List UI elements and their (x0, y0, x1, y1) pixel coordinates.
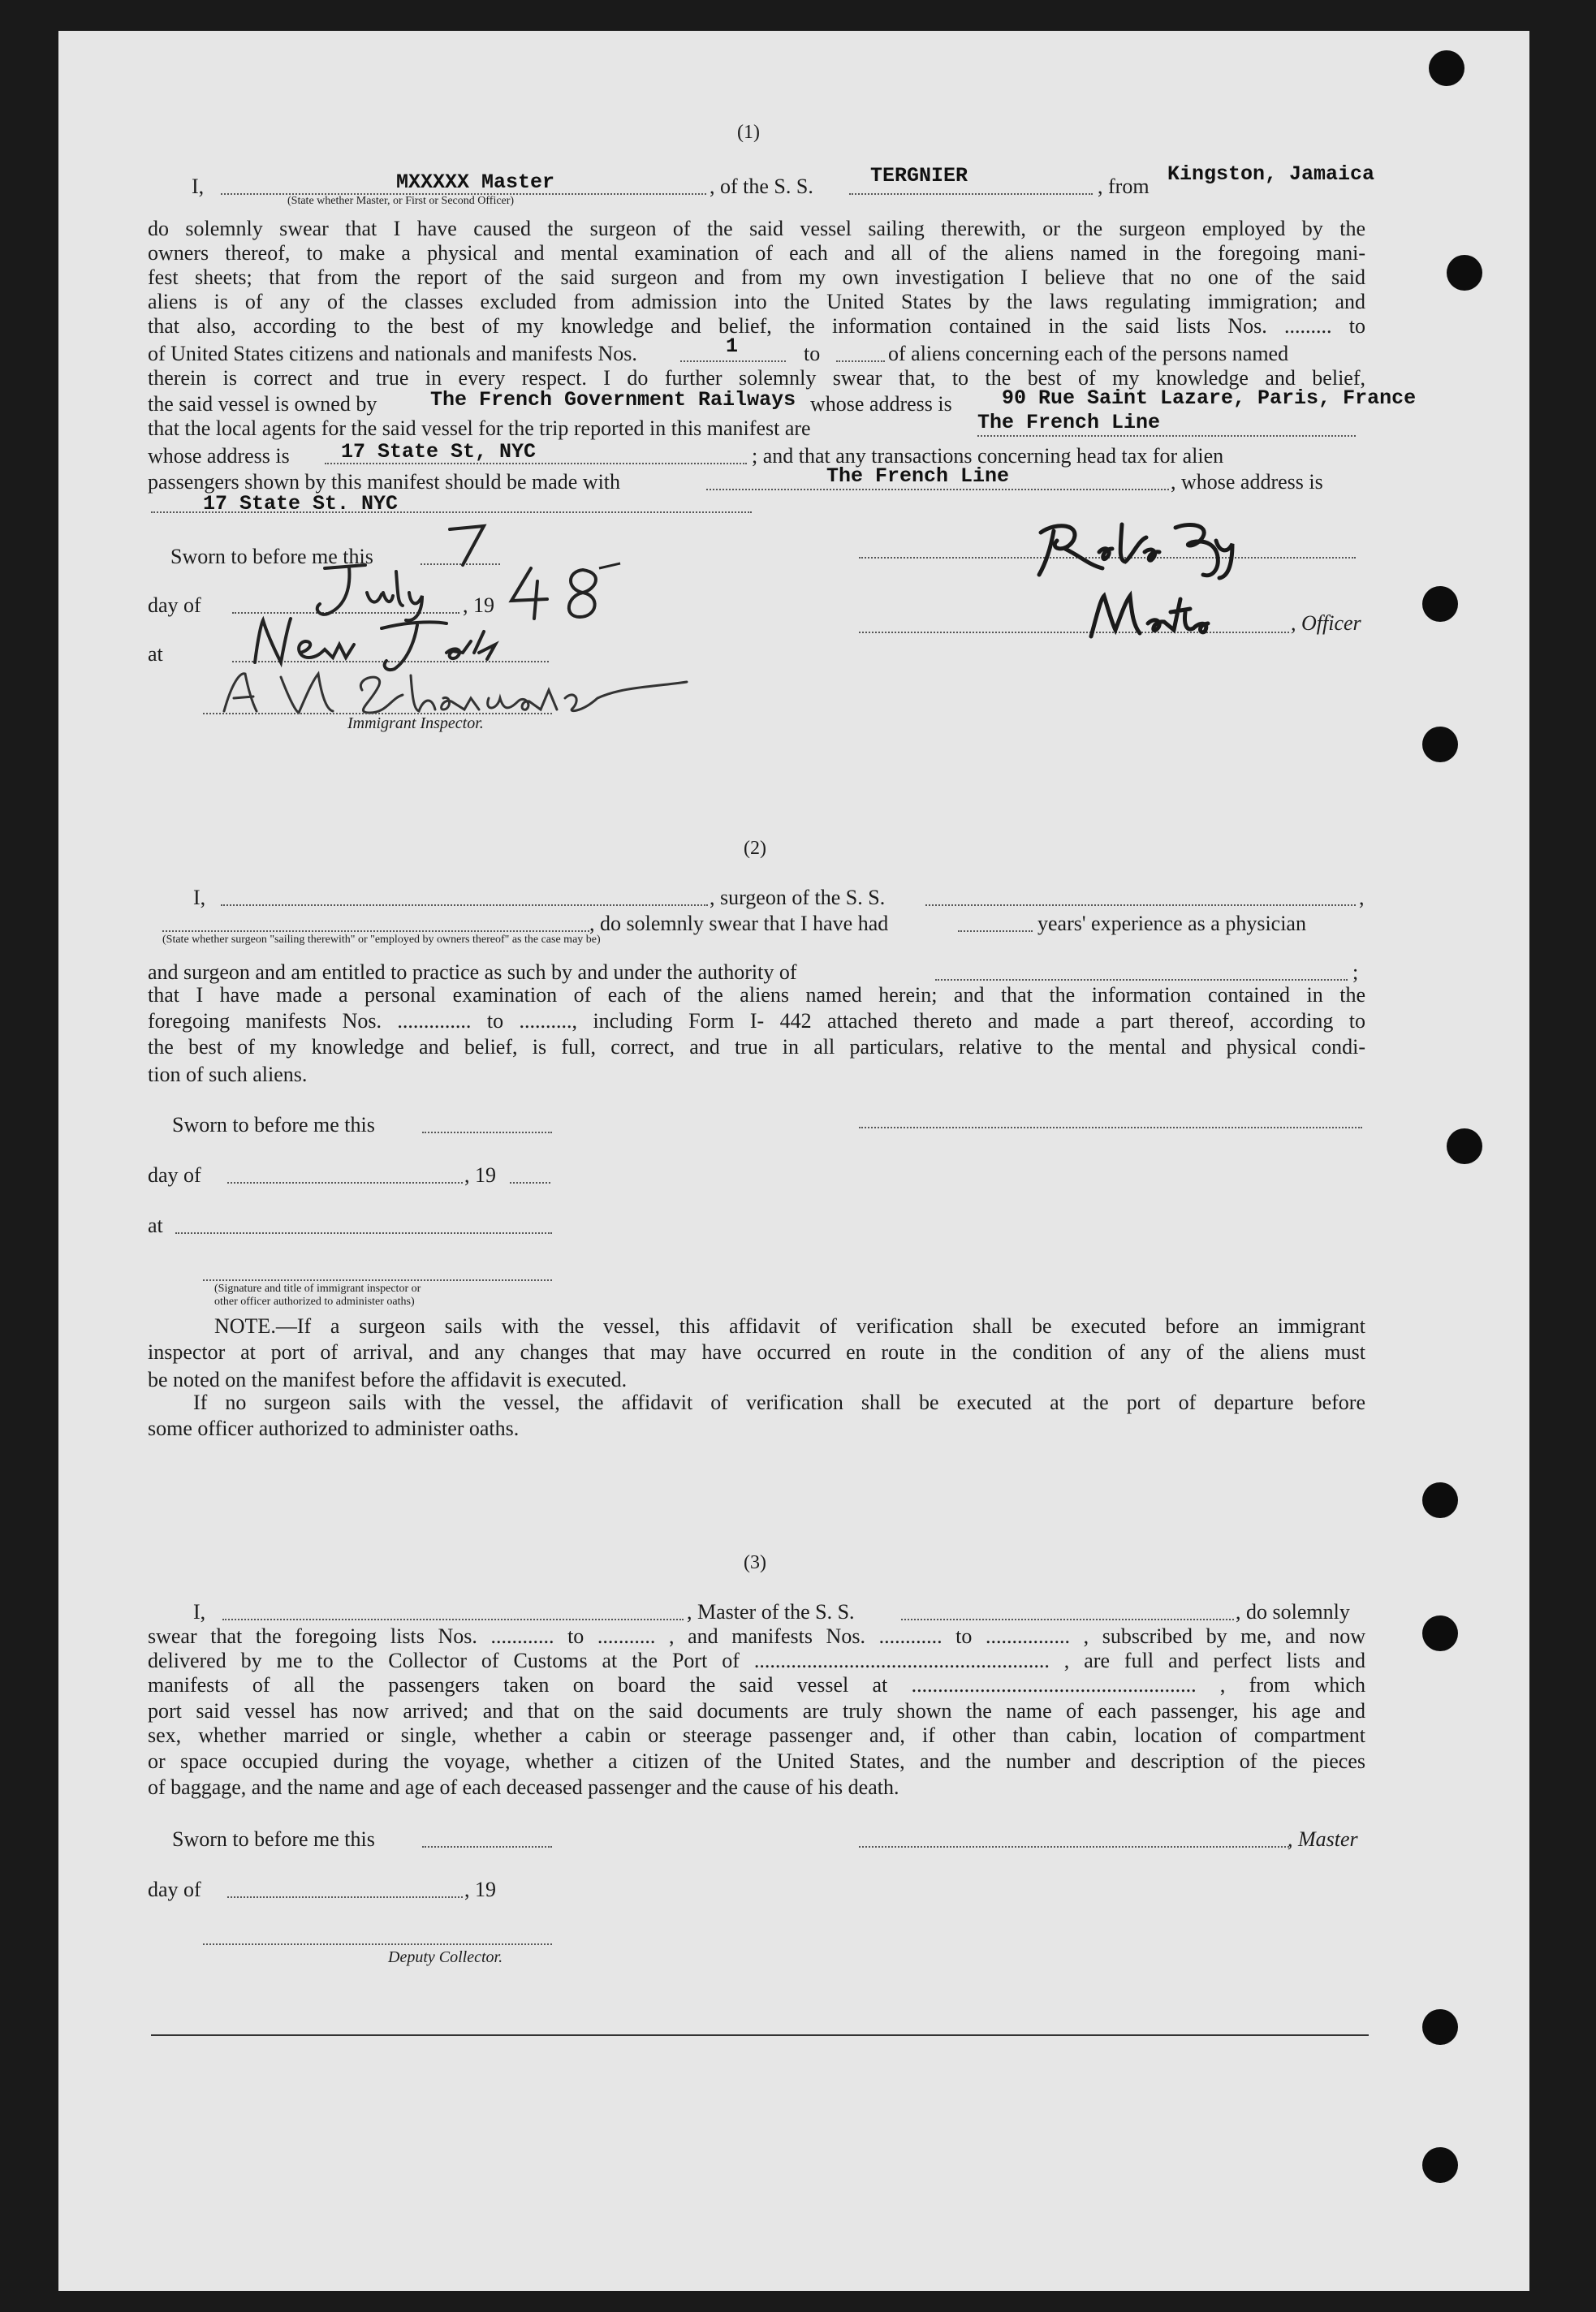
owner-address-fill: 90 Rue Saint Lazare, Paris, France (1002, 386, 1417, 410)
punch-hole (1447, 1128, 1482, 1164)
departure-port-fill: Kingston, Jamaica (1167, 162, 1375, 186)
handwritten-year-48 (502, 560, 623, 625)
s3-vessel-line (901, 1619, 1234, 1620)
owner-label: the said vessel is owned by (148, 392, 377, 416)
note-text: NOTE.—If a surgeon sails with the vessel, this affidavit of verification shall be executed before an immigrant (214, 1314, 1365, 1338)
agents-label: that the local agents for the said vessel for the trip reported in this manifest are (148, 416, 811, 440)
note-text: If no surgeon sails with the vessel, the affidavit of verification shall be executed at the port of departure before (193, 1391, 1365, 1414)
head-tax-line (706, 489, 1169, 490)
sworn-label: Sworn to before me this (170, 545, 373, 568)
manifest-to-label: to (804, 342, 821, 365)
handwritten-master-title (1083, 588, 1221, 645)
affidavit-3-text: sex, whether married or single, whether a cabin or steerage passenger and, if other than cabin, location of compartment (148, 1723, 1365, 1747)
head-tax-address-label: , whose address is (1171, 470, 1323, 494)
s3-day-of-label: day of (148, 1878, 201, 1901)
s3-sworn-day-line (422, 1846, 552, 1848)
s2-surgeon-of: , surgeon of the S. S. (710, 886, 886, 909)
manifest-line-a: of United States citizens and nationals and manifests Nos. (148, 342, 637, 365)
s2-place-line (175, 1232, 552, 1234)
from-label: , from (1098, 175, 1150, 198)
affidavit-3-text: of baggage, and the name and age of each deceased passenger and the cause of his death. (148, 1775, 899, 1799)
year-prefix: , 19 (463, 593, 494, 617)
officer-title-signature-line (859, 632, 1289, 633)
handwritten-day-7 (445, 520, 494, 568)
s3-name-line (222, 1619, 684, 1620)
agents-address-fill: 17 State St, NYC (341, 440, 537, 464)
punch-hole (1422, 1482, 1458, 1518)
affidavit-2-text: foregoing manifests Nos. .............. to .........., including Form I- 442 attached thereto and made a part thereof, according to (148, 1009, 1365, 1033)
inspector-caption: Immigrant Inspector. (347, 714, 484, 732)
day-of-label: day of (148, 593, 201, 617)
s2-years-text: years' experience as a physician (1037, 912, 1306, 935)
affidavit-1-text: owners thereof, to make a physical and mental examination of each and all of the aliens named in the foregoing mani- (148, 241, 1365, 265)
note-text: be noted on the manifest before the affidavit is executed. (148, 1368, 628, 1391)
s2-surgeon-signature-line (859, 1127, 1362, 1128)
punch-hole (1422, 2009, 1458, 2045)
s2-authority-label: and surgeon and am entitled to practice as such by and under the authority of (148, 960, 797, 984)
s3-month-line (227, 1896, 463, 1898)
s2-surgeon-caption: (State whether surgeon "sailing therewith" or "employed by owners thereof" as the case may be) (162, 934, 601, 946)
s2-inspector-signature-line (203, 1279, 552, 1281)
punch-hole (1422, 727, 1458, 762)
i-label: I, (192, 175, 205, 198)
s2-sig-caption-2: other officer authorized to administer oaths) (214, 1296, 415, 1308)
s3-sworn-label: Sworn to before me this (172, 1827, 375, 1851)
section-2-number: (2) (744, 838, 766, 859)
at-label: at (148, 642, 163, 666)
s2-surgeon-type-line (162, 930, 589, 932)
affidavit-2-text: the best of my knowledge and belief, is full, correct, and true in all particulars, relative to the mental and physical condi- (148, 1035, 1365, 1059)
s3-do-solemnly: , do solemnly (1236, 1600, 1350, 1624)
affidavit-3-text: manifests of all the passengers taken on board the said vessel at ...................................................... , from which (148, 1673, 1365, 1697)
bottom-rule (151, 2034, 1369, 2036)
punch-hole (1447, 255, 1482, 291)
s3-i-label: I, (193, 1600, 206, 1624)
section-3-number: (3) (744, 1552, 766, 1573)
vessel-owner-fill: The French Government Railways (430, 388, 796, 412)
affidavit-3-text: or space occupied during the voyage, whether a citizen of the United States, and the number and description of the pieces (148, 1749, 1365, 1773)
affidavit-1-text: fest sheets; that from the report of the said surgeon and from my own investigation I believe that no one of the said (148, 265, 1365, 289)
note-text: some officer authorized to administer oaths. (148, 1417, 520, 1440)
section-1-number: (1) (737, 122, 760, 143)
s3-deputy-caption: Deputy Collector. (388, 1948, 503, 1966)
note-text: inspector at port of arrival, and any changes that may have occurred en route in the condition of any of the aliens must (148, 1340, 1365, 1364)
affidavit-2-text: tion of such aliens. (148, 1063, 308, 1086)
s2-sig-caption-1: (Signature and title of immigrant inspector or (214, 1283, 421, 1295)
s2-sworn-label: Sworn to before me this (172, 1113, 375, 1137)
affidavit-2-text: that I have made a personal examination of each of the aliens named herein; and that the information contained in the (148, 983, 1365, 1007)
affidavit-3-text: port said vessel has now arrived; and that on the said documents are truly shown the name of each passenger, his age and (148, 1699, 1365, 1723)
affidavit-1-text: aliens is of any of the classes excluded from admission into the United States by the laws regulating immigration; and (148, 290, 1365, 313)
master-signature (1024, 516, 1252, 581)
s3-master-label: , Master (1288, 1827, 1358, 1851)
punch-hole (1422, 2147, 1458, 2183)
owner-address-label: whose address is (810, 392, 952, 416)
s2-i-label: I, (193, 886, 206, 909)
head-tax-label: passengers shown by this manifest should be made with (148, 470, 621, 494)
agents-line (977, 435, 1356, 437)
affidavit-3-text: delivered by me to the Collector of Customs at the Port of ........................................................ , are full and perfect lists and (148, 1649, 1365, 1672)
s2-comma: , (1359, 886, 1365, 909)
officer-title-caption: (State whether Master, or First or Second Officer) (287, 195, 515, 207)
s2-day-of-label: day of (148, 1163, 201, 1187)
agents-address-label: whose address is (148, 444, 290, 468)
s2-authority-line (935, 979, 1348, 981)
local-agents-fill: The French Line (977, 411, 1161, 434)
s2-name-line (221, 904, 708, 906)
manifest-to-line (836, 360, 885, 362)
affidavit-3-text: swear that the foregoing lists Nos. ............ to ........... , and manifests Nos. ............ to ................ , subscribed by me, and now (148, 1624, 1365, 1648)
s2-vessel-line (925, 904, 1356, 906)
affidavit-1-text: that also, according to the best of my knowledge and belief, the information contained in the said lists Nos. ......... to (148, 314, 1365, 338)
s3-year-prefix: , 19 (464, 1878, 496, 1901)
affidavit-1-text: do solemnly swear that I have caused the surgeon of the said vessel sailing therewith, or the surgeon employed by the (148, 217, 1365, 240)
officer-title-fill: MXXXXX Master (396, 170, 555, 194)
head-tax-agent-fill: The French Line (826, 464, 1010, 488)
s2-sworn-day-line (422, 1132, 552, 1133)
s3-deputy-signature-line (203, 1943, 552, 1945)
s3-master-signature-line (859, 1846, 1289, 1848)
of-the-ss-label: , of the S. S. (710, 175, 813, 198)
vessel-line (849, 193, 1093, 195)
punch-hole (1422, 1615, 1458, 1651)
manifest-from-line (680, 360, 786, 362)
s2-month-line (227, 1182, 463, 1184)
s2-year-prefix: , 19 (464, 1163, 496, 1187)
punch-hole (1429, 50, 1464, 86)
s2-semicolon: ; (1352, 960, 1359, 984)
s2-year-line (510, 1182, 550, 1184)
head-tax-address-fill: 17 State St. NYC (203, 492, 399, 515)
s2-swear-text: , do solemnly swear that I have had (589, 912, 889, 935)
manifest-no-fill: 1 (726, 334, 739, 358)
s2-at-label: at (148, 1214, 163, 1237)
punch-hole (1422, 586, 1458, 622)
s2-years-line (958, 930, 1033, 932)
manifest-line-c: of aliens concerning each of the persons named (888, 342, 1289, 365)
head-tax-text: ; and that any transactions concerning head tax for alien (752, 444, 1224, 468)
vessel-name-fill: TERGNIER (870, 164, 968, 188)
affidavit-1-text: therein is correct and true in every respect. I do further solemnly swear that, to the best of my knowledge and belief, (148, 366, 1365, 390)
officer-label: , Officer (1291, 611, 1361, 635)
s3-master-of: , Master of the S. S. (687, 1600, 855, 1624)
